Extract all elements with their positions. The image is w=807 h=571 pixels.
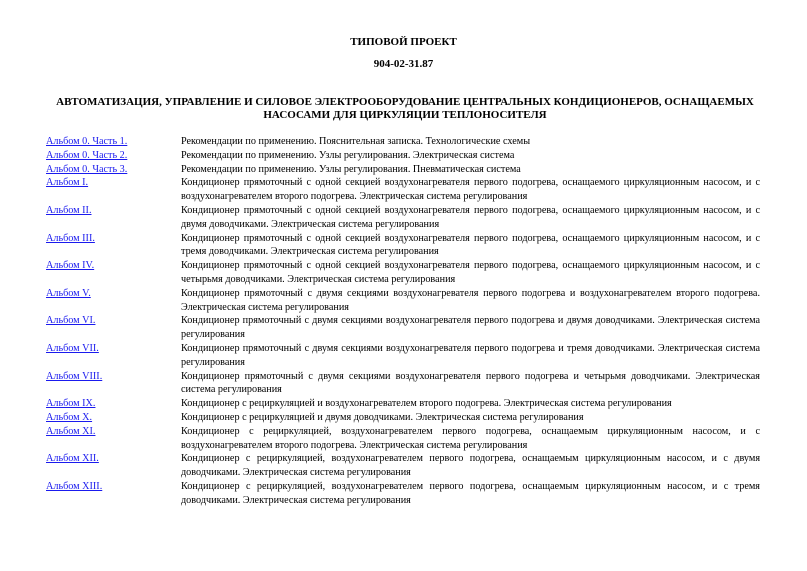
- album-description: Кондиционер с рециркуляцией, воздухонагревателем первого подогрева, оснащаемым циркуляционным насосом, и с тремя доводчиками. Электрическая система регулирования: [181, 480, 760, 506]
- album-link[interactable]: Альбом I.: [46, 177, 89, 189]
- album-description: Кондиционер прямоточный с двумя секциями воздухонагревателя первого подогрева и двумя доводчиками. Электрическая система регулирования: [181, 315, 760, 341]
- album-description: Кондиционер прямоточный с одной секцией воздухонагревателя первого подогрева, оснащаемого циркуляционным насосом, и с четырьмя доводчиками. Электрическая система регулирования: [181, 260, 760, 285]
- album-row: [46, 287, 760, 315]
- album-row: [46, 480, 760, 508]
- album-description: Кондиционер с рециркуляцией, воздухонагревателем первого подогрева, оснащаемым циркуляционным насосом, и с воздухонагревателем второго подогрева. Электрическая система регулирования: [181, 425, 760, 451]
- album-row: [46, 411, 760, 425]
- album-row: [46, 425, 760, 453]
- album-row: [46, 149, 760, 163]
- album-row: [46, 342, 760, 370]
- album-link[interactable]: Альбом 0. Часть 2.: [46, 149, 128, 161]
- album-description: Рекомендации по применению. Узлы регулирования. Электрическая система: [181, 149, 515, 161]
- album-row: [46, 314, 760, 342]
- project-type-heading: ТИПОВОЙ ПРОЕКТ: [350, 36, 457, 48]
- album-row: [46, 452, 760, 480]
- album-row: [46, 397, 760, 411]
- album-description: Кондиционер прямоточный с двумя секциями воздухонагревателя первого подогрева и четырьмя доводчиками. Электрическая система регулирования: [181, 370, 760, 396]
- album-row: [46, 135, 760, 149]
- album-link[interactable]: Альбом V.: [46, 287, 91, 299]
- album-link[interactable]: Альбом II.: [46, 204, 92, 216]
- album-description: Кондиционер прямоточный с одной секцией воздухонагревателя первого подогрева, оснащаемого циркуляционным насосом, и с воздухонагревателем второго подогрева. Электрическая система регулирования: [181, 177, 760, 203]
- album-description: Кондиционер с рециркуляцией и воздухонагревателем второго подогрева. Электрическая система регулирования: [181, 398, 672, 410]
- album-link[interactable]: Альбом 0. Часть 1.: [46, 136, 128, 147]
- album-link[interactable]: Альбом XII.: [46, 453, 99, 465]
- album-link[interactable]: Альбом XIII.: [46, 480, 103, 492]
- album-list: [46, 135, 760, 508]
- album-row: [46, 163, 760, 177]
- album-row: [46, 259, 760, 287]
- album-link[interactable]: Альбом XI.: [46, 425, 96, 437]
- album-description: Кондиционер прямоточный с одной секцией воздухонагревателя первого подогрева, оснащаемого циркуляционным насосом, и с двумя доводчиками. Электрическая система регулирования: [181, 204, 760, 230]
- album-description: Рекомендации по применению. Узлы регулирования. Пневматическая система: [181, 163, 521, 175]
- album-link[interactable]: Альбом 0. Часть 3.: [46, 163, 128, 175]
- album-description: Кондиционер прямоточный с двумя секциями воздухонагревателя первого подогрева и воздухонагревателем второго подогрева. Электрическая система регулирования: [181, 287, 760, 313]
- album-link[interactable]: Альбом VII.: [46, 342, 99, 354]
- album-description: Кондиционер с рециркуляцией и двумя доводчиками. Электрическая система регулирования: [181, 411, 584, 423]
- album-link[interactable]: Альбом X.: [46, 411, 93, 423]
- album-description: Кондиционер прямоточный с двумя секциями воздухонагревателя первого подогрева и тремя доводчиками. Электрическая система регулирования: [181, 342, 760, 368]
- album-link[interactable]: Альбом VIII.: [46, 370, 103, 382]
- album-link[interactable]: Альбом VI.: [46, 315, 96, 327]
- album-link[interactable]: Альбом III.: [46, 232, 95, 244]
- album-description: Кондиционер прямоточный с одной секцией воздухонагревателя первого подогрева, оснащаемого циркуляционным насосом, и с тремя доводчиками. Электрическая система регулирования: [181, 232, 760, 258]
- album-row: [46, 204, 760, 232]
- album-row: [46, 176, 760, 204]
- project-code-heading: 904-02-31.87: [373, 58, 434, 70]
- project-title: АВТОМАТИЗАЦИЯ, УПРАВЛЕНИЕ И СИЛОВОЕ ЭЛЕКТРООБОРУДОВАНИЕ ЦЕНТРАЛЬНЫХ КОНДИЦИОНЕРОВ, ОСНАЩАЕМЫХ НАСОСАМИ ДЛЯ ЦИРКУЛЯЦИИ ТЕПЛОНОСИТЕЛЯ: [56, 96, 754, 121]
- album-row: [46, 370, 760, 398]
- album-row: [46, 232, 760, 260]
- album-description: Кондиционер с рециркуляцией, воздухонагревателем первого подогрева, оснащаемым циркуляционным насосом, и с двумя доводчиками. Электрическая система регулирования: [181, 453, 760, 479]
- album-description: Рекомендации по применению. Пояснительная записка. Технологические схемы: [181, 136, 531, 147]
- album-link[interactable]: Альбом IX.: [46, 398, 96, 410]
- album-link[interactable]: Альбом IV.: [46, 260, 95, 272]
